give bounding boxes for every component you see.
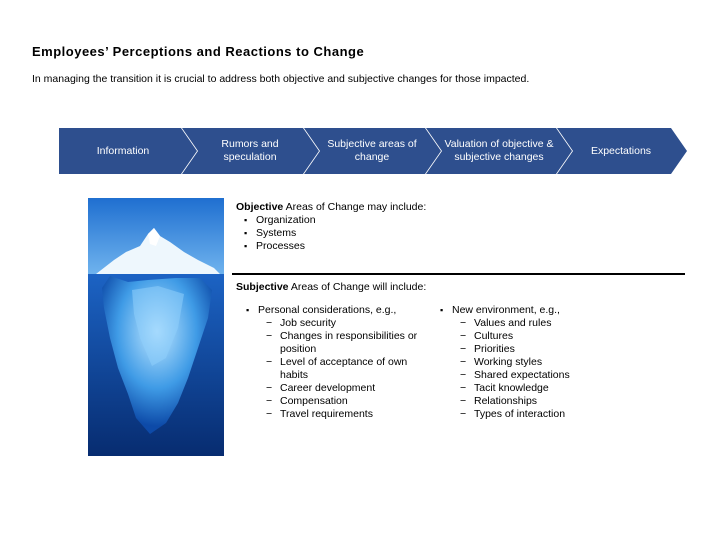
personal-sublist: [258, 317, 424, 421]
iceberg-illustration: [88, 198, 224, 456]
subjective-heading: [236, 281, 426, 294]
list-item: − Level of acceptance of own habits: [258, 356, 424, 382]
list-item: − Changes in responsibilities or position: [258, 330, 424, 356]
list-item: − Shared expectations: [452, 369, 618, 382]
chevron-label-rumors: Rumors and speculation: [221, 138, 279, 163]
process-flow: [59, 128, 689, 174]
environment-list: [438, 304, 618, 421]
objective-section: [236, 201, 426, 253]
page-title: Employees’ Perceptions and Reactions to Change: [32, 44, 365, 59]
list-item: − Travel requirements: [258, 408, 424, 421]
list-item: − Working styles: [452, 356, 618, 369]
chevron-label-information: Information: [96, 144, 150, 157]
subjective-heading-rest: Areas of Change will include:: [288, 281, 427, 293]
personal-lead: Personal considerations, e.g.,: [258, 304, 397, 316]
chevron-label-subjective-areas: Subjective areas of change: [327, 138, 417, 163]
chevron-label-expectations: Expectations: [590, 144, 652, 157]
personal-list: [244, 304, 424, 421]
list-item: − Cultures: [452, 330, 618, 343]
list-item: − Types of interaction: [452, 408, 618, 421]
subjective-personal-section: [244, 304, 424, 421]
objective-heading-bold: Objective: [236, 201, 284, 213]
list-item: − Job security: [258, 317, 424, 330]
objective-list: [242, 214, 426, 253]
subjective-heading-bold: Subjective: [236, 281, 289, 293]
subjective-environment-section: [438, 304, 618, 421]
list-item: ▪ Organization: [242, 214, 426, 227]
objective-heading-rest: Areas of Change may include:: [283, 201, 427, 213]
list-item: − Tacit knowledge: [452, 382, 618, 395]
list-item: ▪ Systems: [242, 227, 426, 240]
list-item: − Relationships: [452, 395, 618, 408]
list-item: [244, 304, 424, 421]
environment-lead: New environment, e.g.,: [452, 304, 560, 316]
list-item: − Priorities: [452, 343, 618, 356]
list-item: ▪ Processes: [242, 240, 426, 253]
list-item: − Compensation: [258, 395, 424, 408]
chevron-label-valuation: Valuation of objective & subjective changes: [444, 138, 554, 163]
page-subtitle: In managing the transition it is crucial to address both objective and subjective changes for those impacted.: [32, 73, 530, 85]
environment-sublist: [452, 317, 618, 421]
list-item: − Values and rules: [452, 317, 618, 330]
waterline-divider: [232, 273, 685, 275]
objective-heading: [236, 201, 426, 214]
list-item: [438, 304, 618, 421]
list-item: − Career development: [258, 382, 424, 395]
iceberg-image: [88, 198, 224, 456]
